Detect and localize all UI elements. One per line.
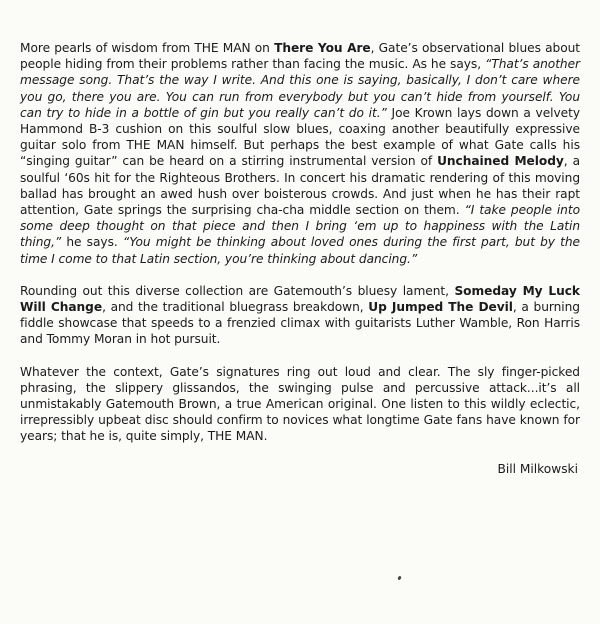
song-title-up-jumped-the-devil: Up Jumped The Devil	[368, 300, 513, 315]
text-run: , Gate’s observational blues about people hiding from their problems rather than facing the music. As he says,	[20, 41, 580, 72]
text-run: Rounding out this diverse collection are Gatemouth’s bluesy lament,	[20, 283, 455, 298]
paragraph-there-you-are	[20, 40, 580, 267]
text-run: he says.	[61, 235, 123, 250]
liner-notes-page	[20, 40, 580, 477]
paragraph-whatever-the-context	[20, 364, 580, 445]
song-title-someday: Someday My Luck Will Change	[20, 283, 580, 315]
paragraph-rounding-out	[20, 283, 580, 348]
song-title-unchained-melody: Unchained Melody	[437, 154, 564, 169]
text-run: More pearls of wisdom from THE MAN on	[20, 41, 275, 55]
text-run: Joe Krown lays down a velvety Hammond B-3 cushion on this soulful slow blues, coaxing another beautifully expressive guitar solo from THE MAN himself. But perhaps the best example of what Gate calls his “singing guitar” can be heard on a stirring instrumental version of	[20, 105, 580, 169]
text-run: Whatever the context, Gate’s signatures ring out loud and clear. The sly finger-picked phrasing, the slippery glissandos, the swinging pulse and percussive attack...it’s all unmistakably Gatemouth Brown, a true American original. One listen to this wildly eclectic, irrepressibly upbeat disc should confirm to novices what longtime Gate fans have known for years; that he is, quite simply, THE MAN.	[20, 364, 580, 444]
text-run: , a burning fiddle showcase that speeds to a frenzied climax with guitarists Luther Wamble, Ron Harris and Tommy Moran in hot pursuit.	[20, 300, 580, 347]
text-run: , and the traditional bluegrass breakdown,	[102, 300, 369, 315]
text-run: , a soulful ‘60s hit for the Righteous Brothers. In concert his dramatic rendering of this moving ballad has brought an awed hush over boisterous crowds. And just when he has their rapt attention, Gate springs the surprising cha-cha middle section on them.	[20, 154, 580, 218]
author-signature: Bill Milkowski	[497, 461, 578, 476]
quote-message-song: “That’s another message song. That’s the way I write. And this one is saying, basically, I don’t care where you go, there you are. You can run from everybody but you can’t hide from yourself. You can try to hide in a bottle of gin but you really can’t do it.”	[20, 57, 581, 120]
song-title-there-you-are: There You Are	[274, 41, 371, 55]
quote-dancing: “You might be thinking about loved ones during the first part, but by the time I come to that Latin section, you’re thinking about dancing.”	[20, 235, 580, 266]
quote-latin-thing: “I take people into some deep thought on that piece and then I bring ‘em up to happiness with the Latin thing,”	[20, 203, 580, 250]
print-speck	[397, 576, 402, 581]
